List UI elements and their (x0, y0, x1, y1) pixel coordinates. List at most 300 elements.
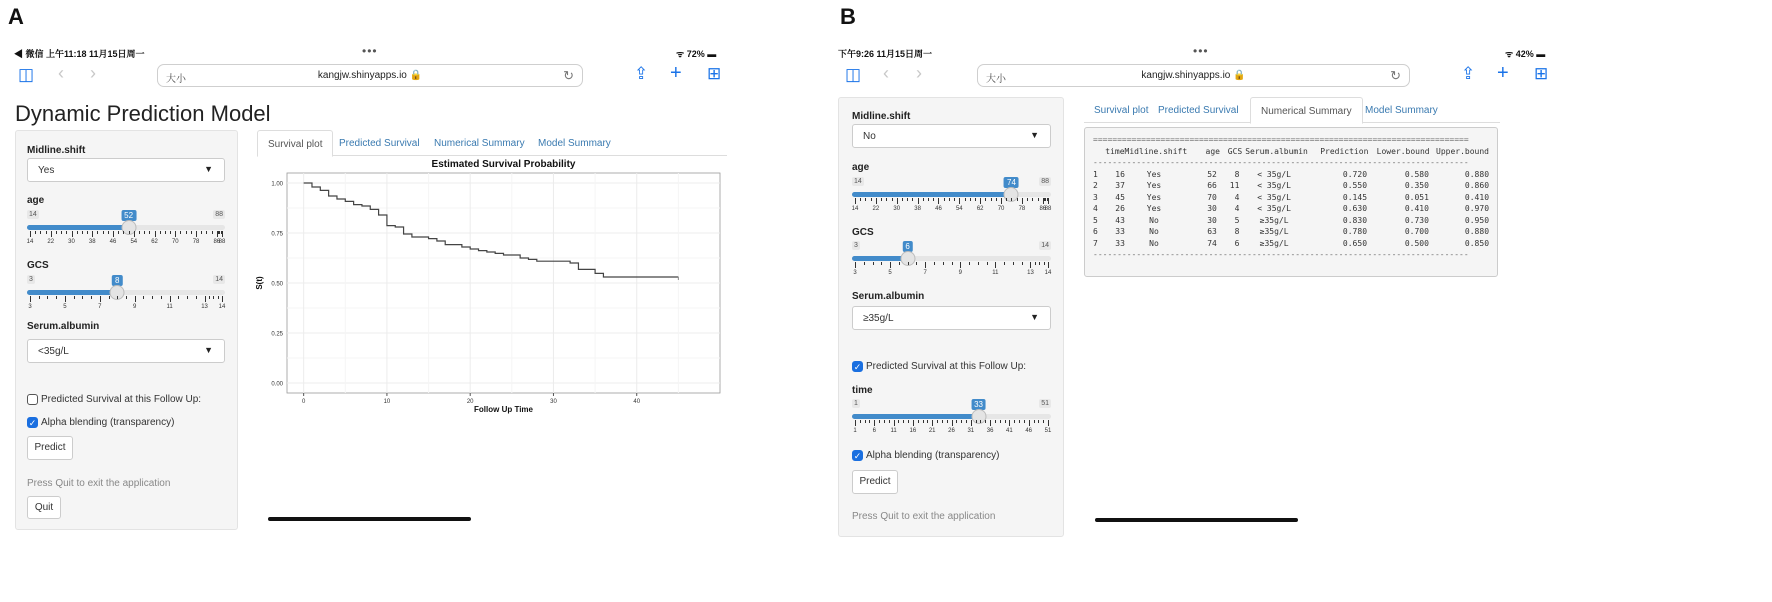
slider-minor-tick (975, 198, 976, 201)
caret-down-icon: ▼ (1030, 130, 1039, 140)
slider-minor-tick (91, 296, 92, 299)
table-cell: 4 (1093, 204, 1098, 213)
slider-value-label: 33 (971, 399, 986, 410)
albumin-select[interactable] (27, 339, 225, 363)
slider-major-tick (913, 420, 914, 426)
slider-minor-tick (1024, 420, 1025, 423)
slider-tick-label: 14 (1044, 270, 1052, 276)
column-header: Lower.bound (1376, 146, 1430, 156)
slider-minor-tick (903, 420, 904, 423)
slider-major-tick (205, 296, 206, 302)
text-size-button[interactable]: 大小 (166, 74, 186, 85)
caret-down-icon: ▼ (204, 345, 213, 355)
slider-tick-label: 78 (1018, 206, 1026, 212)
gcs-slider[interactable] (27, 275, 225, 315)
survival-chart (250, 155, 730, 415)
slider-tick-label: 36 (986, 428, 994, 434)
table-cell: 63 (1207, 227, 1217, 236)
slider-handle[interactable] (971, 409, 986, 424)
home-indicator (1095, 518, 1298, 522)
table-cell: 4 (1234, 204, 1240, 213)
slider-minor-tick (860, 420, 861, 423)
text-size-button[interactable]: 大小 (986, 74, 1006, 85)
slider-major-tick (65, 296, 66, 302)
slider-minor-tick (928, 198, 929, 201)
slider-minor-tick (1027, 198, 1028, 201)
table-cell: 0.410 (1404, 204, 1429, 213)
table-cell: 16 (1115, 169, 1125, 179)
slider-tick-label: 9 (958, 270, 962, 276)
home-indicator (268, 517, 471, 521)
slider-major-tick (1030, 262, 1031, 268)
checkbox-checked-icon[interactable]: ✓ (28, 418, 37, 428)
gcs-slider[interactable] (852, 241, 1051, 281)
rule-top: ============================================================================== (1093, 135, 1469, 144)
slider-minor-tick (937, 420, 938, 423)
slider-fill (852, 414, 979, 419)
slider-minor-tick (892, 198, 893, 201)
slider-minor-tick (108, 231, 109, 234)
slider-min-label: 3 (854, 242, 858, 249)
slider-minor-tick (907, 198, 908, 201)
slider-minor-tick (865, 420, 866, 423)
slider-tick-label: 78 (192, 239, 200, 245)
battery-percent: 42% (1515, 49, 1534, 59)
slider-tick-label: 7 (923, 270, 927, 276)
slider-tick-label: 16 (909, 428, 917, 434)
slider-major-tick (135, 296, 136, 302)
alpha-blending-label: Alpha blending (transparency) (866, 450, 1000, 461)
tab-model-summary[interactable]: Model Summary (538, 138, 611, 149)
x-tick-label: 20 (466, 399, 474, 405)
slider-minor-tick (923, 198, 924, 201)
table-cell: 0.860 (1464, 181, 1490, 190)
table-cell: Yes (1146, 169, 1162, 179)
slider-minor-tick (1019, 420, 1020, 423)
slider-tick-label: 13 (201, 304, 208, 310)
table-cell: 43 (1115, 215, 1125, 225)
slider-max-label: 88 (1041, 178, 1049, 185)
slider-major-tick (925, 262, 926, 268)
slider-major-tick (938, 198, 939, 204)
new-tab-icon[interactable]: + (1497, 62, 1509, 84)
slider-tick-label: 88 (218, 239, 226, 245)
x-tick-label: 40 (633, 399, 641, 405)
slider-minor-tick (970, 198, 971, 201)
slider-tick-label: 38 (88, 239, 96, 245)
table-cell: 26 (1115, 204, 1125, 213)
midline-label: Midline.shift (27, 145, 86, 156)
slider-tick-label: 1 (853, 428, 857, 434)
table-cell: 66 (1207, 181, 1217, 190)
table-cell: No (1149, 215, 1159, 225)
slider-minor-tick (170, 231, 171, 234)
battery-status: ᯤ 72% ▬ (676, 49, 717, 59)
new-tab-icon[interactable]: + (670, 62, 682, 84)
predicted-survival-checkbox[interactable] (852, 361, 1026, 372)
time-label: time (852, 385, 873, 396)
slider-value-label: 74 (1004, 177, 1019, 188)
slider-minor-tick (978, 262, 979, 265)
slider-minor-tick (923, 420, 924, 423)
slider-minor-tick (864, 262, 865, 265)
slider-minor-tick (206, 231, 207, 234)
table-cell: 8 (1234, 227, 1240, 236)
share-icon[interactable]: ⇪ (1461, 64, 1476, 83)
address-bar[interactable] (977, 64, 1410, 87)
column-header: Midline.shift (1124, 146, 1188, 156)
y-tick-label: 0.25 (271, 331, 283, 338)
midline-select[interactable] (852, 124, 1051, 148)
slider-major-tick (113, 231, 114, 237)
slider-minor-tick (1032, 198, 1033, 201)
tab-survival-plot[interactable]: Survival plot (257, 130, 333, 157)
table-cell: Yes (1146, 204, 1162, 213)
slider-fill (27, 290, 117, 295)
table-cell: 7 (1093, 238, 1098, 248)
back-icon[interactable]: ‹ (883, 63, 889, 83)
slider-value-label: 6 (902, 241, 912, 252)
slider-major-tick (92, 231, 93, 237)
panel-label-a: A (8, 4, 24, 29)
slider-tick-label: 41 (1006, 428, 1013, 434)
alpha-blending-label: Alpha blending (transparency) (41, 417, 175, 428)
tab-survival-plot[interactable]: Survival plot (1094, 105, 1149, 116)
reload-icon[interactable]: ↻ (1390, 68, 1401, 83)
slider-minor-tick (927, 420, 928, 423)
predicted-survival-checkbox[interactable] (27, 394, 201, 405)
slider-tick-label: 22 (47, 239, 55, 245)
slider-minor-tick (954, 198, 955, 201)
slider-major-tick (222, 231, 223, 237)
table-cell: 0.650 (1342, 238, 1368, 248)
table-cell: 0.051 (1404, 192, 1429, 202)
midline-value: No (863, 131, 876, 142)
tab-numerical-summary[interactable]: Numerical Summary (1250, 97, 1363, 124)
age-label: age (27, 195, 45, 206)
table-row (1093, 203, 1489, 215)
slider-minor-tick (180, 231, 181, 234)
table-cell: 0.350 (1404, 181, 1429, 190)
sidebar-toggle-icon[interactable]: ◫ (845, 65, 862, 84)
table-cell: ≥35g/L (1259, 227, 1289, 236)
table-cell: 0.830 (1342, 215, 1368, 225)
slider-minor-tick (191, 231, 192, 234)
x-axis-label: Follow Up Time (474, 405, 533, 414)
gcs-label: GCS (27, 260, 49, 271)
slider-minor-tick (899, 262, 900, 265)
checkbox-checked-icon[interactable]: ✓ (853, 362, 862, 372)
slider-minor-tick (942, 420, 943, 423)
table-cell: Yes (1146, 181, 1162, 190)
url-host: kangjw.shinyapps.io 🔒 (317, 70, 423, 81)
slider-tick-label: 5 (888, 270, 892, 276)
slider-minor-tick (61, 231, 62, 234)
slider-major-tick (72, 231, 73, 237)
slider-minor-tick (934, 262, 935, 265)
slider-minor-tick (118, 231, 119, 234)
tab-model-summary[interactable]: Model Summary (1365, 105, 1438, 116)
slider-major-tick (894, 420, 895, 426)
slider-minor-tick (1006, 198, 1007, 201)
age-slider[interactable] (852, 177, 1051, 217)
tab-predicted-survival[interactable]: Predicted Survival (339, 138, 420, 149)
table-row (1093, 180, 1489, 192)
slider-major-tick (1029, 420, 1030, 426)
table-cell: 70 (1207, 192, 1217, 202)
y-tick-label: 1.00 (271, 181, 283, 188)
slider-minor-tick (144, 231, 145, 234)
slider-minor-tick (969, 262, 970, 265)
slider-minor-tick (965, 198, 966, 201)
slider-major-tick (932, 420, 933, 426)
slider-major-tick (890, 262, 891, 268)
slider-minor-tick (47, 296, 48, 299)
slider-minor-tick (912, 198, 913, 201)
slider-minor-tick (161, 296, 162, 299)
slider-minor-tick (123, 231, 124, 234)
albumin-label: Serum.albumin (27, 321, 100, 332)
slider-min-label: 3 (29, 276, 33, 283)
window-dots[interactable]: ••• (362, 44, 378, 58)
slider-minor-tick (1013, 262, 1014, 265)
slider-minor-tick (976, 420, 977, 423)
slider-minor-tick (1038, 420, 1039, 423)
table-cell: 0.630 (1342, 204, 1368, 213)
slider-tick-label: 86 (1039, 206, 1047, 212)
slider-tick-label: 70 (997, 206, 1005, 212)
back-icon[interactable]: ‹ (58, 63, 64, 83)
slider-minor-tick (1000, 420, 1001, 423)
alpha-blending-checkbox[interactable] (852, 450, 999, 461)
slider-minor-tick (109, 296, 110, 299)
table-cell: 0.880 (1464, 169, 1490, 179)
battery-status: ᯤ 42% ▬ (1505, 49, 1546, 59)
table-cell: 6 (1234, 238, 1240, 248)
slider-minor-tick (1022, 262, 1023, 265)
slider-major-tick (100, 296, 101, 302)
table-cell: 0.700 (1404, 227, 1429, 236)
slider-tick-label: 6 (872, 428, 876, 434)
age-slider[interactable] (27, 210, 225, 250)
slider-minor-tick (186, 231, 187, 234)
table-cell: 33 (1115, 227, 1125, 236)
column-header: age (1205, 146, 1220, 156)
tabs-grid-icon[interactable]: ⊞ (707, 64, 722, 83)
slider-minor-tick (980, 420, 981, 423)
slider-minor-tick (35, 231, 36, 234)
slider-max-label: 14 (215, 276, 223, 283)
column-header (1093, 146, 1104, 158)
slider-minor-tick (991, 198, 992, 201)
slider-tick-label: 21 (928, 428, 936, 434)
table-row (1093, 215, 1489, 227)
tab-bar (257, 130, 727, 156)
alpha-blending-checkbox[interactable] (27, 417, 174, 428)
quit-button[interactable]: Quit (27, 496, 61, 519)
slider-major-tick (876, 198, 877, 204)
slider-minor-tick (1038, 198, 1039, 201)
slider-tick-label: 14 (218, 304, 226, 310)
slider-minor-tick (995, 420, 996, 423)
quit-hint: Press Quit to exit the application (852, 511, 996, 522)
slider-tick-label: 46 (1025, 428, 1033, 434)
slider-min-label: 14 (29, 211, 37, 218)
slider-minor-tick (952, 262, 953, 265)
slider-minor-tick (152, 296, 153, 299)
predicted-survival-label: Predicted Survival at this Follow Up: (41, 394, 202, 405)
slider-major-tick (995, 262, 996, 268)
sidebar-toggle-icon[interactable]: ◫ (18, 65, 35, 84)
slider-minor-tick (871, 198, 872, 201)
slider-minor-tick (886, 198, 887, 201)
slider-minor-tick (1017, 198, 1018, 201)
status-bar-left: ◀ 微信 上午11:18 11月15日周一 (14, 49, 145, 59)
forward-icon[interactable]: › (90, 63, 96, 83)
slider-minor-tick (87, 231, 88, 234)
slider-minor-tick (966, 420, 967, 423)
slider-minor-tick (1043, 420, 1044, 423)
numerical-summary-output (1084, 127, 1498, 277)
slider-minor-tick (82, 296, 83, 299)
slider-fill (27, 225, 129, 230)
albumin-select[interactable] (852, 306, 1051, 330)
slider-minor-tick (1039, 262, 1040, 265)
column-header: Upper.bound (1436, 146, 1489, 156)
table-cell: 0.880 (1464, 227, 1490, 236)
slider-minor-tick (97, 231, 98, 234)
slider-minor-tick (209, 296, 210, 299)
caret-down-icon: ▼ (1030, 312, 1039, 322)
midline-select[interactable] (27, 158, 225, 182)
midline-value: Yes (38, 165, 55, 176)
slider-major-tick (897, 198, 898, 204)
slider-minor-tick (873, 262, 874, 265)
checkbox-unchecked-icon[interactable] (27, 394, 38, 405)
caret-down-icon: ▼ (204, 164, 213, 174)
table-row (1093, 238, 1489, 250)
table-cell: 1 (1093, 169, 1098, 179)
y-tick-label: 0.75 (271, 231, 283, 238)
share-icon[interactable]: ⇪ (634, 64, 649, 83)
slider-minor-tick (1011, 198, 1012, 201)
tab-predicted-survival[interactable]: Predicted Survival (1158, 105, 1239, 116)
slider-tick-label: 46 (109, 239, 117, 245)
forward-icon[interactable]: › (916, 63, 922, 83)
predict-button[interactable]: Predict (27, 436, 73, 460)
chart-title: Estimated Survival Probability (431, 159, 576, 170)
slider-minor-tick (908, 262, 909, 265)
slider-minor-tick (129, 231, 130, 234)
y-axis-label: S(t) (255, 276, 264, 290)
slider-minor-tick (884, 420, 885, 423)
tabs-grid-icon[interactable]: ⊞ (1534, 64, 1549, 83)
column-header: Prediction (1320, 146, 1369, 156)
slider-major-tick (952, 420, 953, 426)
table-cell: No (1149, 227, 1159, 236)
table-cell: 2 (1093, 181, 1098, 190)
slider-minor-tick (39, 296, 40, 299)
slider-minor-tick (961, 420, 962, 423)
slider-minor-tick (56, 296, 57, 299)
time-slider[interactable] (852, 399, 1051, 439)
slider-major-tick (1022, 198, 1023, 204)
reload-icon[interactable]: ↻ (563, 68, 574, 83)
tab-numerical-summary[interactable]: Numerical Summary (434, 138, 525, 149)
checkbox-checked-icon[interactable]: ✓ (853, 451, 862, 461)
slider-minor-tick (1034, 420, 1035, 423)
slider-minor-tick (126, 296, 127, 299)
panel-label-b: B (840, 4, 856, 29)
table-header (1093, 146, 1489, 158)
slider-minor-tick (165, 231, 166, 234)
table-cell: 37 (1115, 181, 1125, 190)
slider-major-tick (196, 231, 197, 237)
table-cell: 4 (1234, 192, 1240, 202)
battery-percent: 72% (686, 49, 705, 59)
table-cell: 52 (1207, 169, 1217, 179)
slider-minor-tick (949, 198, 950, 201)
slider-tick-label: 62 (151, 239, 158, 245)
slider-tick-label: 26 (948, 428, 955, 434)
slider-minor-tick (869, 420, 870, 423)
slider-major-tick (990, 420, 991, 426)
table-row (1093, 192, 1489, 204)
slider-tick-label: 38 (914, 206, 921, 212)
table-cell: 45 (1115, 192, 1125, 202)
slider-minor-tick (898, 420, 899, 423)
slider-minor-tick (902, 198, 903, 201)
slider-major-tick (170, 296, 171, 302)
slider-tick-label: 22 (872, 206, 880, 212)
address-bar[interactable] (157, 64, 583, 87)
slider-major-tick (874, 420, 875, 426)
window-dots[interactable]: ••• (1193, 44, 1209, 58)
table-row (1093, 226, 1489, 238)
table-cell: 3 (1093, 192, 1098, 202)
slider-minor-tick (46, 231, 47, 234)
table-cell: 0.580 (1404, 169, 1429, 179)
slider-minor-tick (881, 262, 882, 265)
table-cell: 30 (1207, 215, 1217, 225)
slider-major-tick (134, 231, 135, 237)
table-cell: 30 (1207, 204, 1217, 213)
slider-max-label: 51 (1041, 400, 1049, 407)
rule-bottom: ------------------------------------------------------------------------------ (1093, 250, 1469, 259)
slider-minor-tick (943, 262, 944, 265)
table-cell: < 35g/L (1257, 181, 1291, 190)
slider-minor-tick (196, 296, 197, 299)
slider-tick-label: 46 (935, 206, 942, 212)
slider-max-label: 88 (215, 211, 223, 218)
slider-tick-label: 11 (890, 428, 897, 434)
predict-button[interactable]: Predict (852, 470, 898, 494)
table-cell: 0.780 (1342, 227, 1368, 236)
slider-tick-label: 62 (976, 206, 984, 212)
slider-minor-tick (218, 296, 219, 299)
column-header: Serum.albumin (1245, 146, 1308, 156)
x-tick-label: 0 (301, 399, 306, 405)
slider-tick-label: 51 (1044, 428, 1052, 434)
tab-bar (1084, 97, 1500, 123)
predicted-survival-label: Predicted Survival at this Follow Up: (866, 361, 1027, 372)
table-cell: ≥35g/L (1259, 215, 1289, 225)
slider-major-tick (971, 420, 972, 426)
albumin-value: <35g/L (38, 346, 69, 357)
slider-minor-tick (1005, 420, 1006, 423)
slider-minor-tick (160, 231, 161, 234)
slider-tick-label: 7 (98, 304, 102, 310)
